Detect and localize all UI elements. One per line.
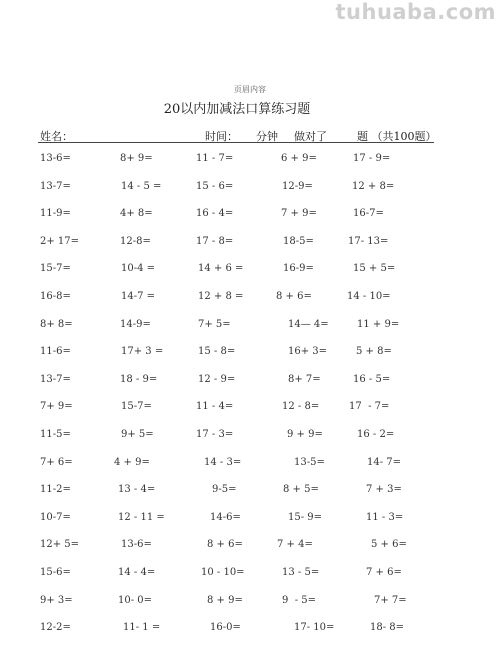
exercise-item: 12 - 8= <box>282 401 320 413</box>
exercise-row <box>0 455 500 471</box>
exercise-item: 8 + 9= <box>207 594 243 606</box>
exercise-item: 12 + 8= <box>352 180 395 192</box>
exercise-item: 12 - 11 = <box>118 511 165 523</box>
exercise-item: 15- 9= <box>288 511 323 523</box>
exercise-item: 10- 0= <box>118 594 153 606</box>
exercise-item: 8 + 6= <box>207 539 243 551</box>
exercise-item: 15 + 5= <box>353 263 396 275</box>
exercise-item: 8 + 5= <box>283 484 319 496</box>
exercise-item: 13-6= <box>40 153 71 164</box>
exercise-item: 17+ 3 = <box>121 346 164 358</box>
exercise-item: 5 + 8= <box>356 346 392 358</box>
exercise-item: 17 - 3= <box>196 429 234 440</box>
exercise-row <box>0 593 500 609</box>
exercise-item: 7 + 6= <box>366 567 402 578</box>
exercise-item: 11-2= <box>40 484 71 496</box>
exercise-item: 17- 13= <box>348 235 389 247</box>
header-note: 页眉内容 <box>234 85 266 94</box>
exercise-item: 7+ 9= <box>40 401 73 413</box>
minute-label: 分钟 <box>256 130 278 143</box>
exercise-item: 16+ 3= <box>288 346 328 358</box>
exercise-item: 18- 8= <box>370 622 405 634</box>
exercise-row <box>0 317 500 333</box>
exercise-item: 6 + 9= <box>281 153 317 164</box>
exercise-item: 12-9= <box>282 180 313 192</box>
exercise-row <box>0 510 500 526</box>
exercise-item: 14 - 4= <box>118 567 156 578</box>
exercise-item: 7 + 9= <box>281 208 317 220</box>
exercise-item: 12-8= <box>120 235 151 247</box>
exercise-item: 15 - 8= <box>198 346 236 358</box>
exercise-item: 14-6= <box>210 511 241 523</box>
exercise-row <box>0 179 500 195</box>
exercise-item: 8+ 9= <box>120 153 153 164</box>
exercise-item: 11 - 3= <box>366 511 404 523</box>
exercise-item: 7+ 6= <box>40 456 73 468</box>
exercise-item: 12-2= <box>40 622 71 634</box>
exercise-item: 10 - 10= <box>201 567 245 578</box>
exercise-item: 16-8= <box>40 291 71 302</box>
exercise-item: 13-7= <box>40 373 71 385</box>
exercise-item: 7+ 7= <box>374 594 407 606</box>
exercise-item: 15-6= <box>40 567 71 578</box>
exercise-item: 10-7= <box>40 511 71 523</box>
exercise-item: 14 + 6 = <box>198 263 244 275</box>
exercise-item: 17 - 8= <box>196 235 234 247</box>
correct-label: 做对了 <box>294 130 327 143</box>
exercise-row <box>0 427 500 443</box>
exercise-item: 16 - 5= <box>353 373 391 385</box>
exercise-item: 9 - 5= <box>282 594 317 606</box>
exercise-row <box>0 234 500 250</box>
time-label: 时间： <box>205 130 238 143</box>
exercise-item: 7 + 4= <box>277 539 313 551</box>
exercise-item: 11-9= <box>40 208 71 220</box>
exercise-item: 16-7= <box>353 208 384 220</box>
exercise-item: 12 - 9= <box>198 373 236 385</box>
exercise-item: 11 - 4= <box>196 401 234 413</box>
exercise-item: 15 - 6= <box>196 180 234 192</box>
exercise-item: 7+ 5= <box>198 318 231 330</box>
exercise-item: 14 - 5 = <box>121 180 162 192</box>
exercise-item: 15-7= <box>40 263 71 275</box>
exercise-item: 13-5= <box>294 456 325 468</box>
exercise-item: 12 + 8 = <box>198 291 244 302</box>
total-label: 题 （共100题） <box>357 130 437 143</box>
exercise-item: 11 - 7= <box>196 153 234 164</box>
exercise-item: 11-5= <box>40 429 71 440</box>
exercise-row <box>0 344 500 360</box>
exercise-row <box>0 620 500 636</box>
exercise-item: 16-0= <box>210 622 241 634</box>
exercise-item: 9+ 5= <box>121 429 154 440</box>
exercise-item: 10-4 = <box>121 263 156 275</box>
exercise-item: 14— 4= <box>288 318 329 330</box>
exercise-item: 14 - 10= <box>347 291 391 302</box>
exercise-item: 15-7= <box>121 401 152 413</box>
exercise-row <box>0 261 500 277</box>
exercise-item: 5 + 6= <box>371 539 407 551</box>
exercise-row <box>0 482 500 498</box>
exercise-item: 17 - 9= <box>353 153 391 164</box>
exercise-item: 14- 7= <box>367 456 402 468</box>
page-title: 20以内加减法口算练习题 <box>163 102 311 117</box>
exercise-item: 11 + 9= <box>357 318 400 330</box>
exercise-item: 13 - 4= <box>118 484 156 496</box>
exercise-item: 12+ 5= <box>40 539 80 551</box>
exercise-item: 16 - 2= <box>357 429 395 440</box>
watermark: tuhuaba.com <box>335 0 496 24</box>
exercise-item: 13-6= <box>121 539 152 551</box>
exercise-item: 11- 1 = <box>123 622 161 634</box>
exercise-item: 9 + 9= <box>287 429 323 440</box>
exercise-row <box>0 289 500 305</box>
exercise-item: 17- 10= <box>294 622 335 634</box>
exercise-item: 4 + 9= <box>114 456 150 468</box>
exercise-item: 2+ 17= <box>40 235 80 247</box>
exercise-item: 7 + 3= <box>366 484 402 496</box>
exercise-item: 14-9= <box>120 318 151 330</box>
exercise-row <box>0 565 500 581</box>
exercise-item: 11-6= <box>40 346 71 358</box>
exercise-item: 9-5= <box>212 484 237 496</box>
exercise-item: 18 - 9= <box>120 373 158 385</box>
exercise-row <box>0 151 500 167</box>
exercise-item: 13-7= <box>40 180 71 192</box>
exercise-row <box>0 372 500 388</box>
exercise-item: 8+ 7= <box>288 373 321 385</box>
exercise-item: 9+ 3= <box>40 594 73 606</box>
exercise-item: 8+ 8= <box>40 318 73 330</box>
exercise-item: 16 - 4= <box>196 208 234 220</box>
exercise-row <box>0 537 500 553</box>
exercise-item: 13 - 5= <box>282 567 320 578</box>
exercise-item: 4+ 8= <box>120 208 153 220</box>
exercise-item: 18-5= <box>283 235 314 247</box>
exercise-item: 16-9= <box>283 263 314 275</box>
exercise-row <box>0 399 500 415</box>
name-label: 姓名： <box>40 130 73 143</box>
exercise-item: 8 + 6= <box>276 291 312 302</box>
exercise-item: 14-7 = <box>121 291 156 302</box>
exercise-item: 14 - 3= <box>204 456 242 468</box>
exercise-row <box>0 206 500 222</box>
exercise-item: 17 - 7= <box>349 401 390 413</box>
